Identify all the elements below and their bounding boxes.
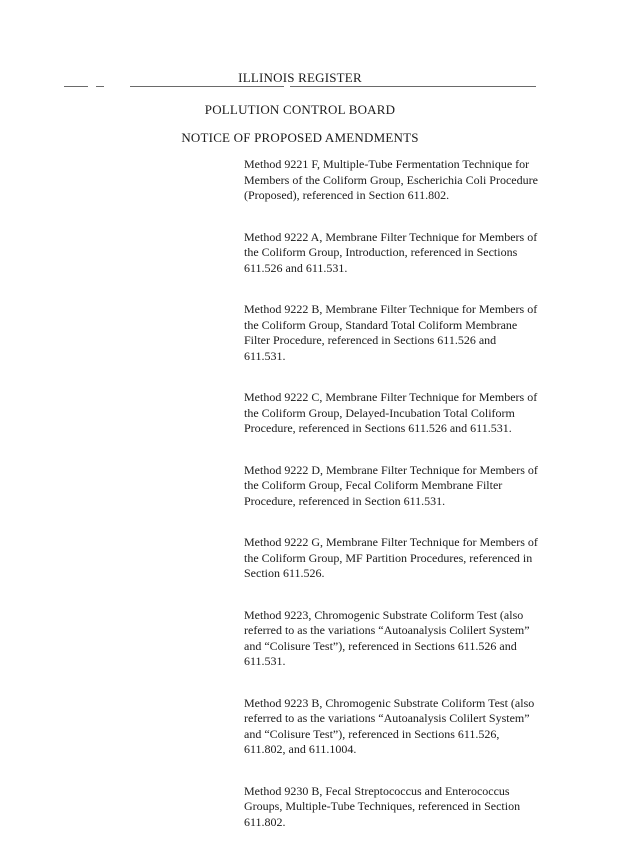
method-entry: Method 9221 F, Multiple-Tube Fermentation Technique for Members of the Coliform Group, Escherichia Coli Procedure (Proposed), referenced in Section 611.802. [244,157,538,202]
method-entry: Method 9222 G, Membrane Filter Technique for Members of the Coliform Group, MF Partition Procedures, referenced in Section 611.526. [244,535,538,580]
method-entry: Method 9223, Chromogenic Substrate Coliform Test (also referred to as the variations “Autoanalysis Colilert System” and “Colisure Test”), referenced in Sections 611.526 and 611.531. [244,607,530,668]
method-entry: Method 9223 B, Chromogenic Substrate Coliform Test (also referred to as the variations “Autoanalysis Colilert System” and “Colisure Test”), referenced in Sections 611.526, 611.802, and 611.1004. [244,695,535,756]
method-entry: Method 9222 D, Membrane Filter Technique for Members of the Coliform Group, Fecal Coliform Membrane Filter Procedure, referenced in Section 611.531. [244,462,538,508]
method-entry: Method 9222 C, Membrane Filter Technique for Members of the Coliform Group, Delayed-Incubation Total Coliform Procedure, referenced in Sections 611.526 and 611.531. [244,390,538,435]
notice-title: NOTICE OF PROPOSED AMENDMENTS [181,130,419,145]
method-entry: Method 9222 B, Membrane Filter Technique for Members of the Coliform Group, Standard Total Coliform Membrane Filter Procedure, referenced in Sections 611.526 and 611.531. [244,302,538,363]
board-title: POLLUTION CONTROL BOARD [204,102,396,117]
method-entry: Method 9230 B, Fecal Streptococcus and Enterococcus Groups, Multiple-Tube Techniques, referenced in Section 611.802. [244,783,521,829]
method-list [244,157,538,856]
method-entry: Method 9222 A, Membrane Filter Technique for Members of the Coliform Group, Introduction, referenced in Sections 611.526 and 611.531. [244,229,538,275]
header-rule [64,86,536,87]
register-title: ILLINOIS REGISTER [238,70,362,85]
